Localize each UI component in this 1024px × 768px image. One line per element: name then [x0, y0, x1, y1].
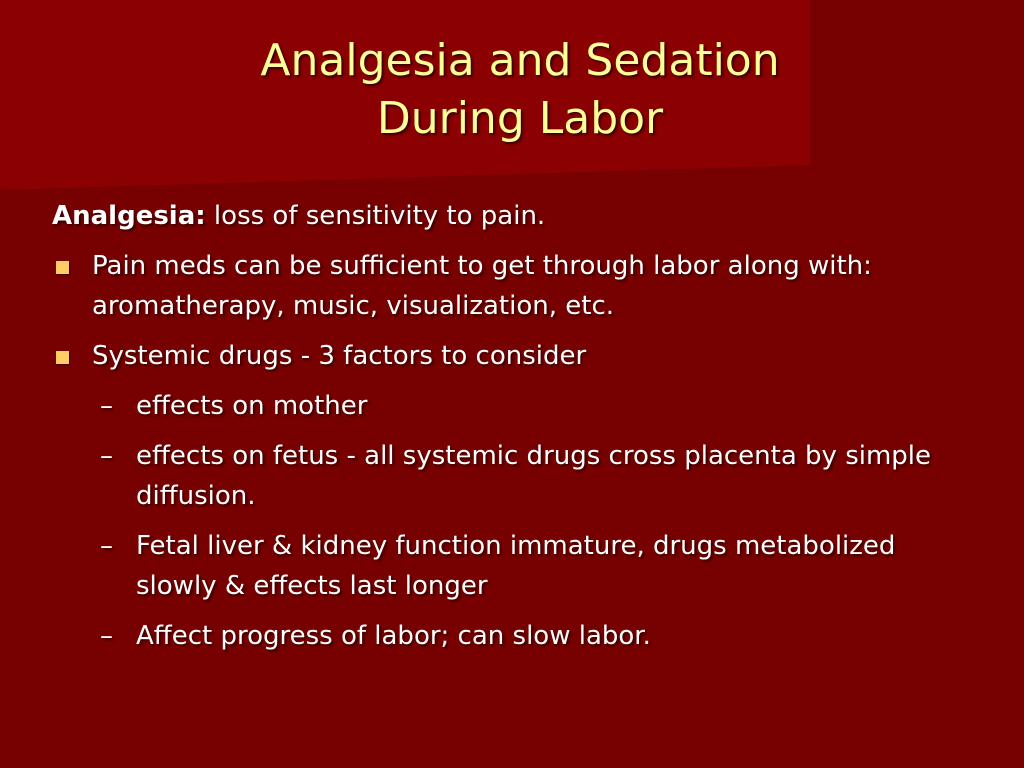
dash-bullet-icon: – [100, 441, 113, 471]
dash-bullet-icon: – [100, 531, 113, 561]
dash-bullet-icon: – [100, 391, 113, 421]
sub-bullet-text: Affect progress of labor; can slow labor. [136, 621, 651, 651]
bullet-item [52, 246, 972, 326]
definition-line [52, 196, 972, 236]
sub-bullet-item [52, 526, 972, 606]
bullet-text: Systemic drugs - 3 factors to consider [92, 341, 587, 371]
definition-term: Analgesia: [52, 201, 206, 231]
square-bullet-icon [56, 261, 69, 274]
square-bullet-icon [56, 351, 69, 364]
bullet-text: Pain meds can be sufficient to get through labor along with: aromatherapy, music, visualization, etc. [92, 251, 872, 321]
sub-bullet-item [52, 386, 972, 426]
title-line-2: During Labor [376, 93, 664, 144]
definition-text: loss of sensitivity to pain. [205, 201, 546, 231]
dash-bullet-icon: – [100, 621, 113, 651]
sub-bullet-item [52, 436, 972, 516]
title-line-1: Analgesia and Sedation [260, 35, 780, 86]
bullet-item [52, 336, 972, 376]
sub-bullet-text: effects on mother [136, 391, 368, 421]
slide-title [130, 32, 910, 148]
sub-bullet-text: effects on fetus - all systemic drugs cross placenta by simple diffusion. [136, 441, 932, 511]
sub-bullet-text: Fetal liver & kidney function immature, drugs metabolized slowly & effects last longer [136, 531, 896, 601]
sub-bullet-item [52, 616, 972, 656]
slide-body [52, 196, 972, 666]
